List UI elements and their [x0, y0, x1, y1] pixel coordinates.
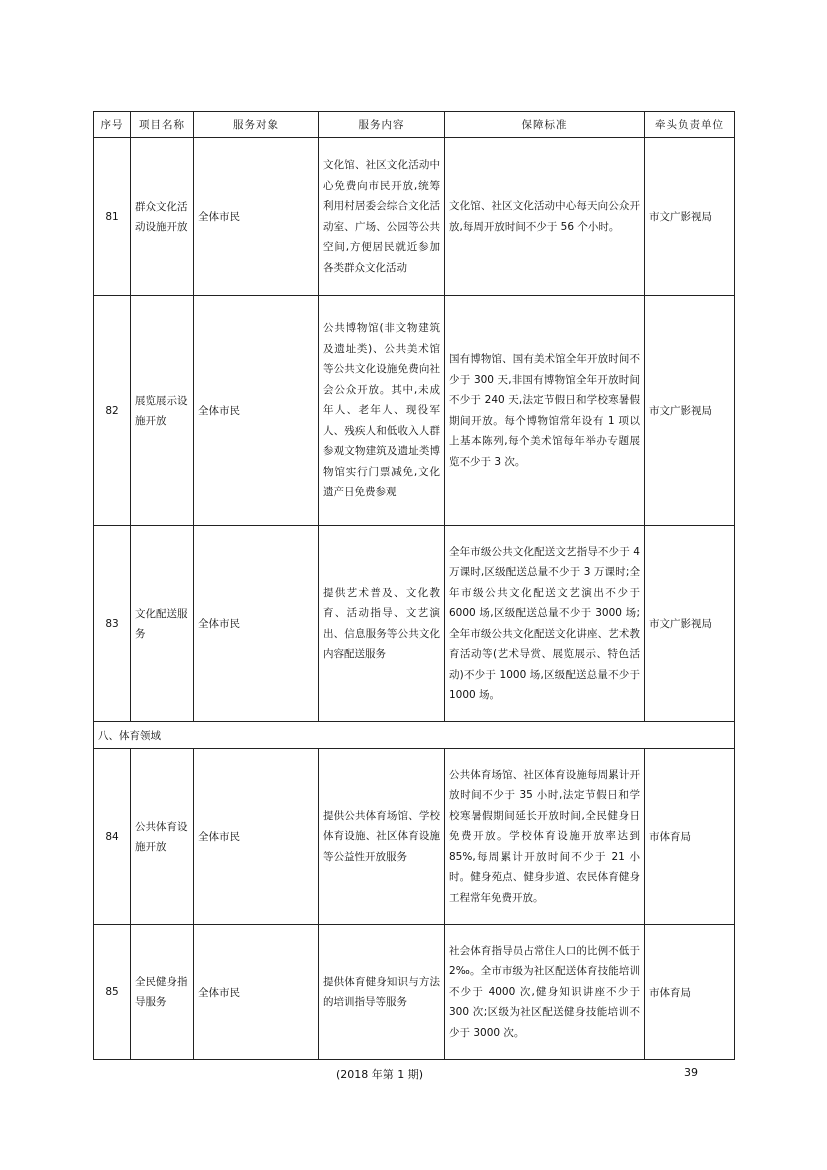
issue-label: (2018 年第 1 期): [336, 1068, 424, 1081]
table-row: [94, 138, 735, 296]
row-no: 84: [94, 749, 131, 925]
row-name: 群众文化活动设施开放: [131, 138, 194, 296]
row-unit: 市体育局: [645, 925, 735, 1060]
table-row: [94, 749, 735, 925]
row-content: 文化馆、社区文化活动中心免费向市民开放,统筹利用村居委会综合文化活动室、广场、公园等公共空间,方便居民就近参加各类群众文化活动: [319, 138, 445, 296]
row-standard: 全年市级公共文化配送文艺指导不少于 4 万课时,区级配送总量不少于 3 万课时;全年市级公共文化配送文艺演出不少于 6000 场,区级配送总量不少于 3000 场;全年市级公共文化配送文化讲座、艺术教育活动等(艺术导赏、展览展示、特色活动)不少于 1000 场,区级配送总量不少于 1000 场。: [445, 526, 645, 722]
row-name: 展览展示设施开放: [131, 296, 194, 526]
row-unit: 市文广影视局: [645, 138, 735, 296]
row-target: 全体市民: [194, 925, 319, 1060]
table-row: [94, 526, 735, 722]
table-row: [94, 925, 735, 1060]
row-name: 全民健身指导服务: [131, 925, 194, 1060]
row-standard: 社会体育指导员占常住人口的比例不低于 2‰。全市市级为社区配送体育技能培训不少于 4000 次,健身知识讲座不少于 300 次;区级为社区配送健身技能培训不少于 3000 次。: [445, 925, 645, 1060]
row-no: 83: [94, 526, 131, 722]
row-unit: 市体育局: [645, 749, 735, 925]
row-standard: 文化馆、社区文化活动中心每天向公众开放,每周开放时间不少于 56 个小时。: [445, 138, 645, 296]
row-no: 81: [94, 138, 131, 296]
section-row: [94, 722, 735, 749]
row-target: 全体市民: [194, 526, 319, 722]
row-no: 85: [94, 925, 131, 1060]
header-content: 服务内容: [319, 112, 445, 138]
table-header-row: [94, 112, 735, 138]
table-row: [94, 296, 735, 526]
row-content: 提供体育健身知识与方法的培训指导等服务: [319, 925, 445, 1060]
row-target: 全体市民: [194, 749, 319, 925]
row-content: 提供公共体育场馆、学校体育设施、社区体育设施等公益性开放服务: [319, 749, 445, 925]
row-standard: 公共体育场馆、社区体育设施每周累计开放时间不少于 35 小时,法定节假日和学校寒暑假期间延长开放时间,全民健身日免费开放。学校体育设施开放率达到 85%,每周累计开放时间不少于 21 小时。健身苑点、健身步道、农民体育健身工程常年免费开放。: [445, 749, 645, 925]
row-content: 提供艺术普及、文化教育、活动指导、文艺演出、信息服务等公共文化内容配送服务: [319, 526, 445, 722]
header-unit: 牵头负责单位: [645, 112, 735, 138]
row-name: 公共体育设施开放: [131, 749, 194, 925]
row-target: 全体市民: [194, 138, 319, 296]
page-number: 39: [684, 1066, 698, 1079]
header-target: 服务对象: [194, 112, 319, 138]
row-unit: 市文广影视局: [645, 296, 735, 526]
row-no: 82: [94, 296, 131, 526]
row-name: 文化配送服务: [131, 526, 194, 722]
row-target: 全体市民: [194, 296, 319, 526]
header-standard: 保障标准: [445, 112, 645, 138]
row-content: 公共博物馆(非文物建筑及遗址类)、公共美术馆等公共文化设施免费向社会公众开放。其中,未成年人、老年人、现役军人、残疾人和低收入人群参观文物建筑及遗址类博物馆实行门票减免,文化遗产日免费参观: [319, 296, 445, 526]
header-no: 序号: [94, 112, 131, 138]
services-table: [93, 111, 735, 1060]
row-unit: 市文广影视局: [645, 526, 735, 722]
row-standard: 国有博物馆、国有美术馆全年开放时间不少于 300 天,非国有博物馆全年开放时间不少于 240 天,法定节假日和学校寒暑假期间开放。每个博物馆常年设有 1 项以上基本陈列,每个美术馆每年举办专题展览不少于 3 次。: [445, 296, 645, 526]
section-title: 八、体育领域: [94, 722, 735, 749]
header-name: 项目名称: [131, 112, 194, 138]
